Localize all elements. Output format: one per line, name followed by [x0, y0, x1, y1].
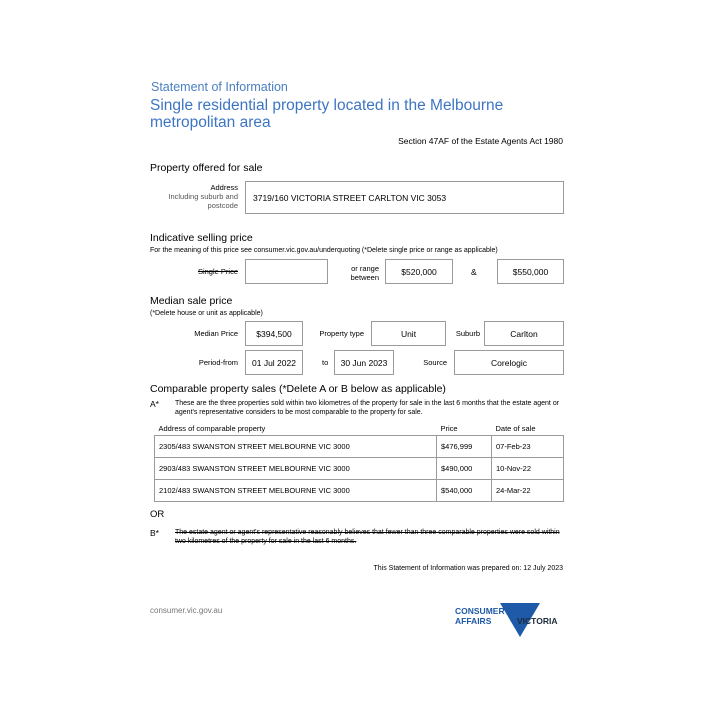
- source-field: [454, 350, 564, 375]
- or-separator: OR: [150, 509, 165, 520]
- document-title: Single residential property located in the Melbourne metropolitan area: [150, 97, 504, 131]
- median-price-label: Median Price: [194, 329, 238, 338]
- suburb-label: Suburb: [455, 329, 480, 338]
- act-reference: Section 47AF of the Estate Agents Act 1980: [398, 136, 563, 146]
- median-price-value: $394,500: [256, 328, 292, 339]
- property-type-field: [371, 321, 446, 346]
- indicative-note: For the meaning of this price see consumer.vic.gov.au/underquoting (*Delete single price or range as applicable): [150, 247, 498, 254]
- range-low-field: [385, 259, 453, 284]
- source-value: Corelogic: [491, 357, 527, 368]
- option-b-marker: B*: [150, 528, 159, 538]
- range-high-field: [497, 259, 564, 284]
- col-date-header: Date of sale: [495, 423, 536, 433]
- logo-line-1: CONSUMER: [455, 606, 505, 616]
- address-label-sub: Including suburb and postcode: [168, 192, 238, 210]
- suburb-value: Carlton: [510, 328, 538, 339]
- period-to-label: to: [322, 358, 329, 367]
- single-price-field: [245, 259, 328, 284]
- suburb-field: [484, 321, 564, 346]
- range-and: &: [471, 267, 477, 277]
- property-type-label: Property type: [319, 329, 364, 338]
- address-value: 3719/160 VICTORIA STREET CARLTON VIC 3053: [253, 192, 447, 203]
- median-heading: Median sale price: [150, 295, 233, 307]
- address-label: [148, 183, 238, 210]
- address-field: [245, 181, 564, 214]
- period-from-value: 01 Jul 2022: [252, 357, 296, 368]
- row-address: 2903/483 SWANSTON STREET MELBOURNE VIC 3000: [155, 458, 437, 480]
- table-row: [155, 458, 564, 480]
- row-date: 07-Feb-23: [492, 436, 564, 458]
- footer-url[interactable]: consumer.vic.gov.au: [150, 606, 223, 615]
- row-price: $476,999: [437, 436, 492, 458]
- row-date: 10-Nov-22: [492, 458, 564, 480]
- property-type-value: Unit: [400, 328, 417, 339]
- row-price: $490,000: [437, 458, 492, 480]
- comparable-heading: Comparable property sales (*Delete A or B below as applicable): [150, 383, 446, 395]
- single-price-label: Single Price: [197, 267, 238, 276]
- row-address: 2305/483 SWANSTON STREET MELBOURNE VIC 3000: [155, 436, 437, 458]
- property-heading: Property offered for sale: [150, 162, 263, 174]
- median-note: (*Delete house or unit as applicable): [150, 310, 263, 317]
- range-label: or range between: [350, 264, 379, 282]
- period-from-field: [245, 350, 303, 375]
- consumer-affairs-logo: [455, 603, 567, 639]
- logo-line-2: AFFAIRS: [455, 616, 492, 626]
- logo-line-3: VICTORIA: [517, 616, 558, 626]
- period-from-label: Period-from: [198, 358, 238, 367]
- row-address: 2102/483 SWANSTON STREET MELBOURNE VIC 3000: [155, 480, 437, 502]
- row-date: 24-Mar-22: [492, 480, 564, 502]
- table-header-row: [155, 421, 564, 436]
- col-address-header: Address of comparable property: [158, 423, 266, 433]
- range-high-value: $550,000: [512, 266, 549, 277]
- indicative-heading: Indicative selling price: [150, 232, 253, 244]
- option-a-text: These are the three properties sold within two kilometres of the property for sale in the last 6 months that the estate agent or agent's representative considers to be most comparable to the property for sale.: [175, 400, 560, 416]
- option-a-marker: A*: [150, 399, 159, 409]
- table-row: [155, 436, 564, 458]
- median-price-field: [245, 321, 303, 346]
- prepared-date: This Statement of Information was prepared on: 12 July 2023: [373, 565, 563, 572]
- range-low-value: $520,000: [401, 266, 437, 277]
- col-price-header: Price: [440, 423, 458, 433]
- document-subtitle: Statement of Information: [151, 80, 288, 94]
- period-to-field: [334, 350, 394, 375]
- address-label-main: Address: [210, 183, 238, 192]
- table-row: [155, 480, 564, 502]
- source-label: Source: [423, 358, 447, 367]
- option-b-text: The estate agent or agent's representative reasonably believes that fewer than three comparable properties were sold within two kilometres of the property for sale in the last 6 months.: [175, 529, 560, 545]
- comparable-table: [154, 421, 564, 502]
- period-to-value: 30 Jun 2023: [340, 357, 388, 368]
- row-price: $540,000: [437, 480, 492, 502]
